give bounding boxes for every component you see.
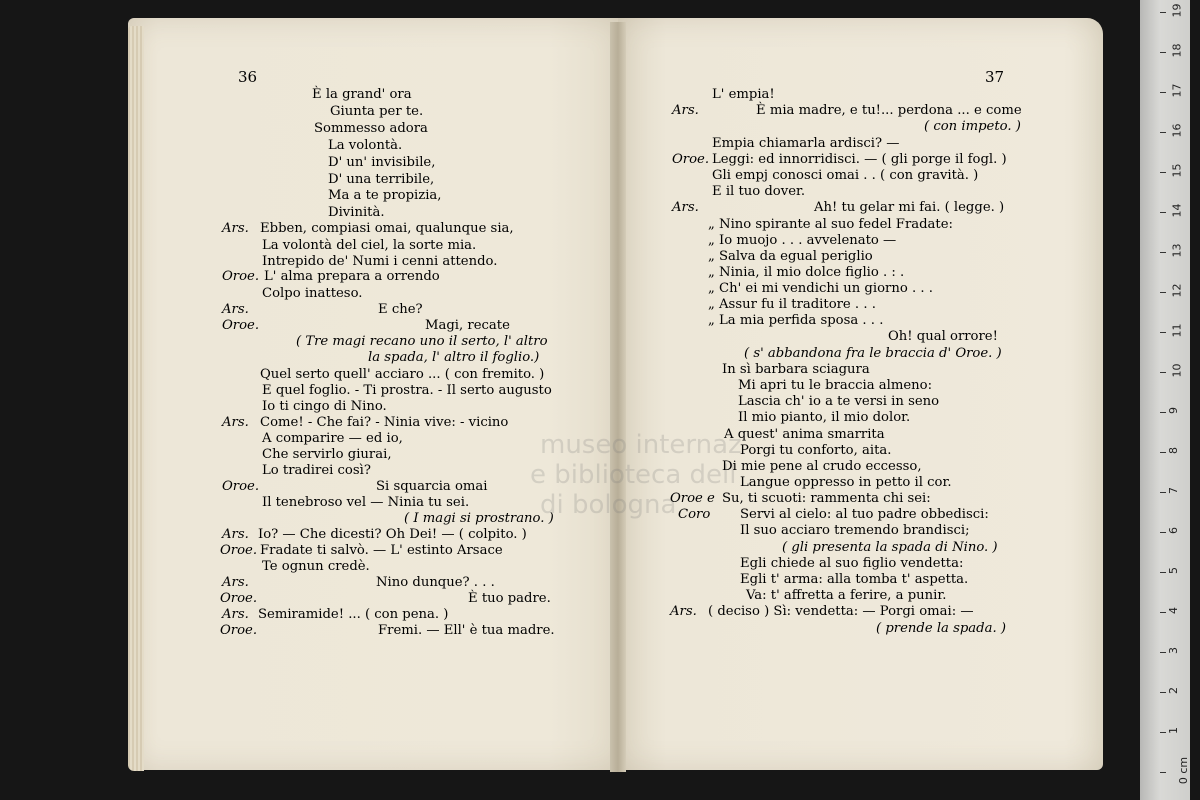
measurement-ruler [1140, 0, 1190, 800]
text-line: Empia chiamarla ardisci? — [712, 136, 900, 151]
ruler-tick [1160, 612, 1166, 613]
ruler-label: 17 [1170, 83, 1184, 98]
ruler-tick [1160, 492, 1166, 493]
ruler-label: 11 [1170, 323, 1184, 338]
ruler-label: 9 [1167, 407, 1180, 414]
ruler-label: 19 [1170, 3, 1184, 18]
speaker-label: Oroe. [672, 152, 710, 167]
ruler-label: 8 [1167, 447, 1180, 454]
speaker-label: Oroe. [222, 269, 260, 284]
ruler-tick [1160, 132, 1166, 133]
text-line: Servi al cielo: al tuo padre obbedisci: [740, 507, 989, 522]
ruler-label: 16 [1170, 123, 1184, 138]
ruler-tick [1160, 332, 1166, 333]
text-line: „ Io muojo . . . avvelenato — [708, 233, 897, 248]
speaker-label: Oroe. [220, 591, 258, 606]
speaker-label: Oroe. [222, 318, 260, 333]
speaker-label: Ars. [672, 200, 699, 215]
ruler-label: 12 [1170, 283, 1184, 298]
speaker-label: Ars. [222, 607, 249, 622]
speaker-label: Oroe. [220, 623, 258, 638]
ruler-label: 1 [1167, 727, 1180, 734]
ruler-tick [1160, 732, 1166, 733]
text-line: Il tenebroso vel — Ninia tu sei. [262, 495, 470, 510]
speaker-label: Ars. [670, 604, 697, 619]
text-line: Te ognun credè. [262, 559, 370, 574]
text-line: E quel foglio. - Ti prostra. - Il serto augusto [262, 383, 552, 398]
stage-direction: ( s' abbandona fra le braccia d' Oroe. ) [744, 346, 1002, 361]
stage-direction: ( con impeto. ) [924, 119, 1021, 134]
ruler-tick [1160, 772, 1166, 773]
text-line: Langue oppresso in petto il cor. [740, 475, 952, 490]
text-line: A quest' anima smarrita [724, 427, 885, 442]
ruler-label: 14 [1170, 203, 1184, 218]
text-line: La volontà. [328, 138, 403, 153]
stage-direction: ( prende la spada. ) [876, 621, 1006, 636]
ruler-tick [1160, 572, 1166, 573]
text-line: Il mio pianto, il mio dolor. [738, 410, 911, 425]
speaker-label: Ars. [222, 527, 249, 542]
text-line: Divinità. [328, 205, 385, 220]
text-line: Si squarcia omai [376, 479, 488, 494]
ruler-tick [1160, 52, 1166, 53]
speaker-label: Ars. [222, 221, 249, 236]
book-gutter [610, 22, 626, 772]
text-line: „ Salva da egual periglio [708, 249, 873, 264]
text-line: Semiramide! ... ( con pena. ) [258, 607, 449, 622]
speaker-label: Oroe. [220, 543, 258, 558]
ruler-tick [1160, 452, 1166, 453]
stage-direction: la spada, l' altro il foglio.) [368, 350, 540, 365]
text-line: Nino dunque? . . . [376, 575, 495, 590]
text-line: Di mie pene al crudo eccesso, [722, 459, 922, 474]
ruler-label: 0 cm [1177, 756, 1191, 785]
text-line: Ebben, compiasi omai, qualunque sia, [260, 221, 514, 236]
text-line: Sommesso adora [314, 121, 428, 136]
speaker-label: Oroe e [670, 491, 715, 506]
text-line: L' empia! [712, 87, 775, 102]
text-line: „ Ch' ei mi vendichi un giorno . . . [708, 281, 933, 296]
ruler-label: 10 [1170, 363, 1184, 378]
ruler-tick [1160, 412, 1166, 413]
text-line: È tuo padre. [468, 591, 551, 606]
text-line: Gli empj conosci omai . . ( con gravità. ) [712, 168, 979, 183]
text-line: D' un' invisibile, [328, 155, 436, 170]
speaker-label: Ars. [222, 575, 249, 590]
text-line: Io? — Che dicesti? Oh Dei! — ( colpito. ) [258, 527, 527, 542]
text-line: Lo tradirei così? [262, 463, 371, 478]
text-line: La volontà del ciel, la sorte mia. [262, 238, 477, 253]
speaker-label: Coro [678, 507, 711, 522]
ruler-label: 7 [1167, 487, 1180, 494]
text-line: È mia madre, e tu!... perdona ... e come [756, 103, 1022, 118]
speaker-label: Oroe. [222, 479, 260, 494]
ruler-label: 5 [1167, 567, 1180, 574]
ruler-tick [1160, 372, 1166, 373]
ruler-tick [1160, 92, 1166, 93]
ruler-label: 2 [1167, 687, 1180, 694]
text-line: Lascia ch' io a te versi in seno [738, 394, 940, 409]
text-line: Egli chiede al suo figlio vendetta: [740, 556, 964, 571]
text-line: E che? [378, 302, 423, 317]
text-line: È la grand' ora [312, 87, 412, 102]
text-line: Giunta per te. [330, 104, 424, 119]
text-line: In sì barbara sciagura [722, 362, 870, 377]
text-line: Magi, recate [425, 318, 510, 333]
ruler-tick [1160, 252, 1166, 253]
text-line: Leggi: ed innorridisci. — ( gli porge il fogl. ) [712, 152, 1007, 167]
text-line: Che servirlo giurai, [262, 447, 392, 462]
watermark-line: e biblioteca dell [530, 460, 737, 490]
text-line: Il suo acciaro tremendo brandisci; [740, 523, 970, 538]
speaker-label: Ars. [222, 302, 249, 317]
text-line: Egli t' arma: alla tomba t' aspetta. [740, 572, 969, 587]
text-line: Ma a te propizia, [328, 188, 442, 203]
ruler-label: 4 [1167, 607, 1180, 614]
text-line: „ La mia perfida sposa . . . [708, 313, 884, 328]
text-line: Io ti cingo di Nino. [262, 399, 387, 414]
text-line: ( deciso ) Sì: vendetta: — Porgi omai: — [708, 604, 974, 619]
ruler-tick [1160, 172, 1166, 173]
text-line: L' alma prepara a orrendo [264, 269, 440, 284]
text-line: Intrepido de' Numi i cenni attendo. [262, 254, 498, 269]
stage-direction: ( I magi si prostrano. ) [404, 511, 554, 526]
text-line: Quel serto quell' acciaro ... ( con fremito. ) [260, 367, 545, 382]
ruler-tick [1160, 212, 1166, 213]
text-line: Colpo inatteso. [262, 286, 363, 301]
text-line: Come! - Che fai? - Ninia vive: - vicino [260, 415, 509, 430]
watermark-line: museo internaz [540, 430, 742, 460]
text-line: Va: t' affretta a ferire, a punir. [746, 588, 947, 603]
speaker-label: Ars. [672, 103, 699, 118]
text-line: Ah! tu gelar mi fai. ( legge. ) [814, 200, 1005, 215]
left-page-number: 36 [238, 68, 258, 86]
text-line: Fremi. — Ell' è tua madre. [378, 623, 555, 638]
text-line: D' una terribile, [328, 172, 435, 187]
ruler-label: 3 [1167, 647, 1180, 654]
stage-direction: ( Tre magi recano uno il serto, l' altro [296, 334, 548, 349]
ruler-tick [1160, 12, 1166, 13]
ruler-tick [1160, 652, 1166, 653]
watermark-line: di bologna [540, 490, 677, 520]
right-page-number: 37 [985, 68, 1005, 86]
text-line: „ Assur fu il traditore . . . [708, 297, 876, 312]
ruler-label: 15 [1170, 163, 1184, 178]
ruler-tick [1160, 692, 1166, 693]
ruler-label: 18 [1170, 43, 1184, 58]
text-line: A comparire — ed io, [262, 431, 403, 446]
text-line: Fradate ti salvò. — L' estinto Arsace [260, 543, 503, 558]
text-line: Su, ti scuoti: rammenta chi sei: [722, 491, 931, 506]
ruler-tick [1160, 532, 1166, 533]
text-line: Oh! qual orrore! [888, 329, 998, 344]
text-line: „ Nino spirante al suo fedel Fradate: [708, 217, 953, 232]
text-line: E il tuo dover. [712, 184, 806, 199]
ruler-label: 13 [1170, 243, 1184, 258]
stage-direction: ( gli presenta la spada di Nino. ) [782, 540, 998, 555]
ruler-label: 6 [1167, 527, 1180, 534]
speaker-label: Ars. [222, 415, 249, 430]
text-line: Mi apri tu le braccia almeno: [738, 378, 933, 393]
text-line: Porgi tu conforto, aita. [740, 443, 892, 458]
text-line: „ Ninia, il mio dolce figlio . : . [708, 265, 905, 280]
page-edges [128, 26, 144, 771]
ruler-tick [1160, 292, 1166, 293]
